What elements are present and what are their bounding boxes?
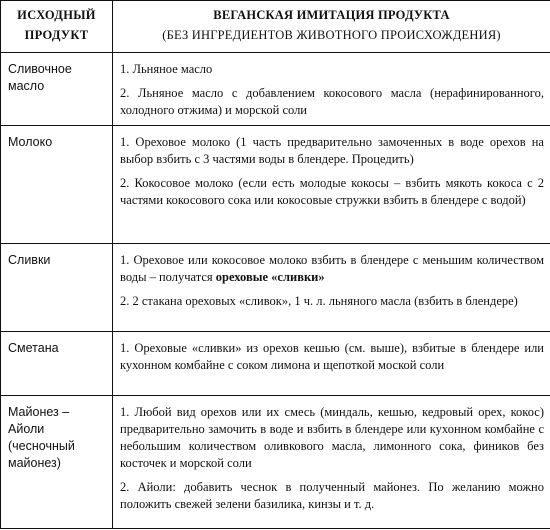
imitation-item (120, 252, 544, 286)
imitation-item: 1. Льняное масло (120, 62, 213, 76)
imitation-item: 2. Айоли: добавить чеснок в полученный майонез. По желанию можно положить свежей зелени базилика, кинзы и т. д. (120, 480, 544, 511)
table-row (1, 396, 550, 529)
header-vegan-imitation (113, 1, 550, 53)
imitation-cell (113, 244, 550, 332)
product-cell: Майонез – Айоли (чесночный майонез) (1, 396, 113, 529)
imitation-cell (113, 396, 550, 529)
imitation-item: 2. Кокосовое молоко (если есть молодые кокосы – взбить мякоть кокоса с 2 частями кокосового сока или кокосовые стружки взбить в блендере с водой) (120, 176, 544, 207)
imitation-cell (113, 53, 550, 126)
imitation-item-bold: ореховые «сливки» (215, 270, 325, 284)
header-left-line2: ПРОДУКТ (24, 28, 89, 42)
imitation-item: 1. Ореховое молоко (1 часть предварительно замоченных в воде орехов на выбор взбить с 3 частями воды в блендере. Процедить) (120, 135, 544, 166)
table-row (1, 244, 550, 332)
imitation-cell (113, 126, 550, 244)
product-cell: Сливки (1, 244, 113, 332)
imitation-item: 1. Ореховые «сливки» из орехов кешью (см. выше), взбитые в блендере или кухонном комбайне с соком лимона и щепоткой моской соли (120, 341, 544, 372)
imitation-item: 1. Любой вид орехов или их смесь (миндаль, кешью, кедровый орех, кокос) предварительно замочить в воде и взбить в блендере или кухонном комбайне с небольшим количеством оливкового масла, лимонного сока, фиников без косточек и морской соли (120, 405, 544, 470)
table-header-row (1, 1, 550, 53)
header-original-product (1, 1, 113, 53)
table-row (1, 126, 550, 244)
table-row (1, 332, 550, 396)
imitation-item-text: 1. Ореховое или кокосовое молоко взбить в блендере с меньшим количеством воды – получатся (120, 253, 544, 284)
product-cell: Молоко (1, 126, 113, 244)
product-cell: Сливочное масло (1, 53, 113, 126)
product-cell: Сметана (1, 332, 113, 396)
header-right-line2: (БЕЗ ИНГРЕДИЕНТОВ ЖИВОТНОГО ПРОИСХОЖДЕНИЯ) (162, 28, 501, 42)
table-row (1, 53, 550, 126)
header-right-line1: ВЕГАНСКАЯ ИМИТАЦИЯ ПРОДУКТА (213, 8, 450, 22)
imitation-cell (113, 332, 550, 396)
imitation-item: 2. 2 стакана ореховых «сливок», 1 ч. л. льняного масла (взбить в блендере) (120, 294, 518, 308)
imitation-item: 2. Льняное масло с добавлением кокосового масла (нерафинированного, холодного отжима) и морской соли (120, 86, 544, 117)
header-left-line1: ИСХОДНЫЙ (17, 8, 96, 22)
